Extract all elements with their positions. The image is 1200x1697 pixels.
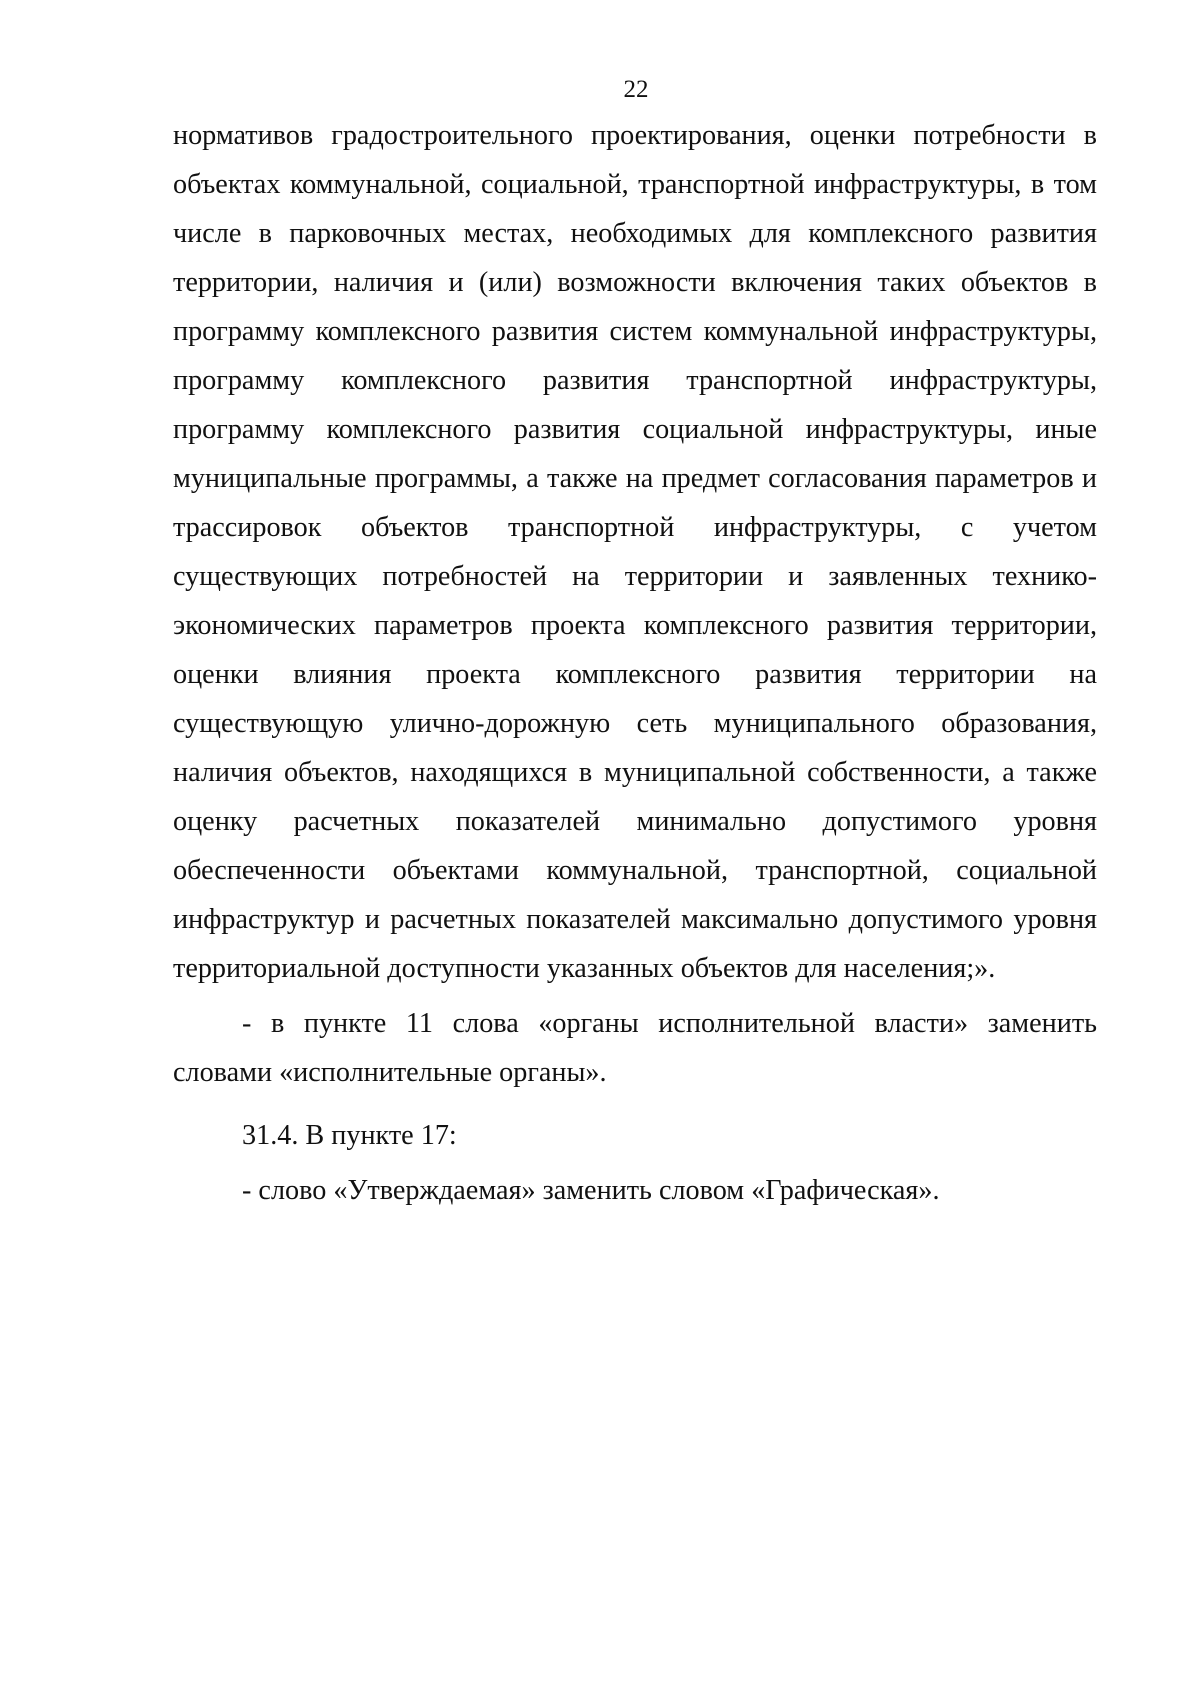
paragraph-item-17: - слово «Утверждаемая» заменить словом «Графическая».	[242, 1175, 940, 1206]
paragraph-item-11: - в пункте 11 слова «органы исполнительной власти» заменить словами «исполнительные органы».	[173, 1008, 1097, 1088]
page-number: 22	[623, 76, 649, 103]
document-body	[173, 111, 1097, 1215]
paragraph-section-31-4: 31.4. В пункте 17:	[242, 1120, 457, 1151]
paragraph-continuation: нормативов градостроительного проектирования, оценки потребности в объектах коммунальной, социальной, транспортной инфраструктуры, в том числе в парковочных местах, необходимых для комплексного развития территории, наличия и (или) возможности включения таких объектов в программу комплексного развития систем коммунальной инфраструктуры, программу комплексного развития транспортной инфраструктуры, программу комплексного развития социальной инфраструктуры, иные муниципальные программы, а также на предмет согласования параметров и трассировок объектов транспортной инфраструктуры, с учетом существующих потребностей на территории и заявленных технико-экономических параметров проекта комплексного развития территории, оценки влияния проекта комплексного развития территории на существующую улично-дорожную сеть муниципального образования, наличия объектов, находящихся в муниципальной собственности, а также оценку расчетных показателей минимально допустимого уровня обеспеченности объектами коммунальной, транспортной, социальной инфраструктур и расчетных показателей максимально допустимого уровня территориальной доступности указанных объектов для населения;».	[173, 120, 1097, 984]
